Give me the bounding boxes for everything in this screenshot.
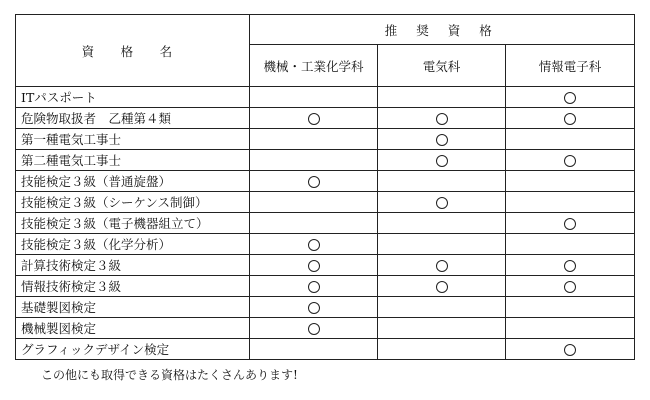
qualification-rows	[16, 87, 635, 360]
recommendation-cell	[378, 213, 506, 234]
qualification-name: 技能検定３級（普通旋盤）	[16, 171, 250, 192]
table-row	[16, 171, 635, 192]
recommendation-cell	[250, 171, 378, 192]
table-row	[16, 276, 635, 297]
recommendation-cell	[378, 108, 506, 129]
circle-mark-icon	[564, 92, 576, 104]
circle-mark-icon	[564, 260, 576, 272]
recommendation-cell	[506, 150, 635, 171]
qualification-name: 計算技術検定３級	[16, 255, 250, 276]
department-header-electrical: 電気科	[378, 45, 506, 87]
qualification-name: 情報技術検定３級	[16, 276, 250, 297]
circle-mark-icon	[564, 281, 576, 293]
recommendation-cell	[506, 255, 635, 276]
recommendation-cell	[378, 318, 506, 339]
circle-mark-icon	[436, 197, 448, 209]
table-row	[16, 108, 635, 129]
table-row	[16, 213, 635, 234]
qualification-name: 技能検定３級（電子機器組立て）	[16, 213, 250, 234]
table-row	[16, 318, 635, 339]
recommendation-cell	[250, 339, 378, 360]
recommendation-cell	[506, 339, 635, 360]
footnote: この他にも取得できる資格はたくさんあります!	[41, 368, 298, 382]
recommendation-cell	[378, 255, 506, 276]
recommendation-cell	[378, 150, 506, 171]
recommendation-cell	[250, 297, 378, 318]
qualification-name: 第二種電気工事士	[16, 150, 250, 171]
table-row	[16, 150, 635, 171]
recommendation-cell	[250, 129, 378, 150]
recommendation-cell	[506, 297, 635, 318]
qualification-name: グラフィックデザイン検定	[16, 339, 250, 360]
recommendation-cell	[250, 87, 378, 108]
recommendation-cell	[378, 339, 506, 360]
recommendation-cell	[250, 192, 378, 213]
recommendation-cell	[506, 87, 635, 108]
recommendation-cell	[378, 234, 506, 255]
circle-mark-icon	[308, 239, 320, 251]
circle-mark-icon	[564, 155, 576, 167]
table-row	[16, 297, 635, 318]
recommendation-cell	[250, 213, 378, 234]
qualification-name: 第一種電気工事士	[16, 129, 250, 150]
table-row	[16, 192, 635, 213]
circle-mark-icon	[308, 323, 320, 335]
table-row	[16, 129, 635, 150]
circle-mark-icon	[436, 155, 448, 167]
recommendation-cell	[506, 108, 635, 129]
recommendation-cell	[378, 276, 506, 297]
recommendation-cell	[250, 255, 378, 276]
recommendation-cell	[506, 171, 635, 192]
recommendation-cell	[250, 234, 378, 255]
recommendation-cell	[378, 87, 506, 108]
circle-mark-icon	[564, 113, 576, 125]
table-row	[16, 234, 635, 255]
qualification-name: 基礎製図検定	[16, 297, 250, 318]
recommendation-cell	[506, 129, 635, 150]
recommendation-cell	[250, 108, 378, 129]
recommendation-cell	[506, 318, 635, 339]
recommendation-cell	[506, 213, 635, 234]
recommendation-cell	[250, 276, 378, 297]
circle-mark-icon	[308, 260, 320, 272]
qualification-table-container	[15, 14, 634, 360]
qualification-name: 技能検定３級（シーケンス制御）	[16, 192, 250, 213]
qualification-name: ITパスポート	[16, 87, 250, 108]
qualification-table	[15, 14, 635, 360]
circle-mark-icon	[564, 344, 576, 356]
recommendation-cell	[378, 297, 506, 318]
recommended-header: 推 奨 資 格	[250, 15, 635, 45]
circle-mark-icon	[436, 113, 448, 125]
department-header-information-electronics: 情報電子科	[506, 45, 635, 87]
circle-mark-icon	[436, 134, 448, 146]
recommendation-cell	[378, 192, 506, 213]
qualification-name: 技能検定３級（化学分析）	[16, 234, 250, 255]
recommendation-cell	[506, 192, 635, 213]
recommendation-cell	[378, 129, 506, 150]
circle-mark-icon	[308, 281, 320, 293]
circle-mark-icon	[308, 302, 320, 314]
circle-mark-icon	[436, 281, 448, 293]
recommendation-cell	[250, 318, 378, 339]
department-header-mechanical-chemistry: 機械・工業化学科	[250, 45, 378, 87]
circle-mark-icon	[308, 176, 320, 188]
table-row	[16, 87, 635, 108]
qualification-name: 危険物取扱者 乙種第４類	[16, 108, 250, 129]
circle-mark-icon	[564, 218, 576, 230]
qualification-name: 機械製図検定	[16, 318, 250, 339]
recommendation-cell	[250, 150, 378, 171]
table-row	[16, 339, 635, 360]
qualification-column-header: 資 格 名	[16, 15, 250, 87]
recommendation-cell	[506, 234, 635, 255]
recommendation-cell	[506, 276, 635, 297]
table-row	[16, 255, 635, 276]
circle-mark-icon	[308, 113, 320, 125]
recommendation-cell	[378, 171, 506, 192]
circle-mark-icon	[436, 260, 448, 272]
